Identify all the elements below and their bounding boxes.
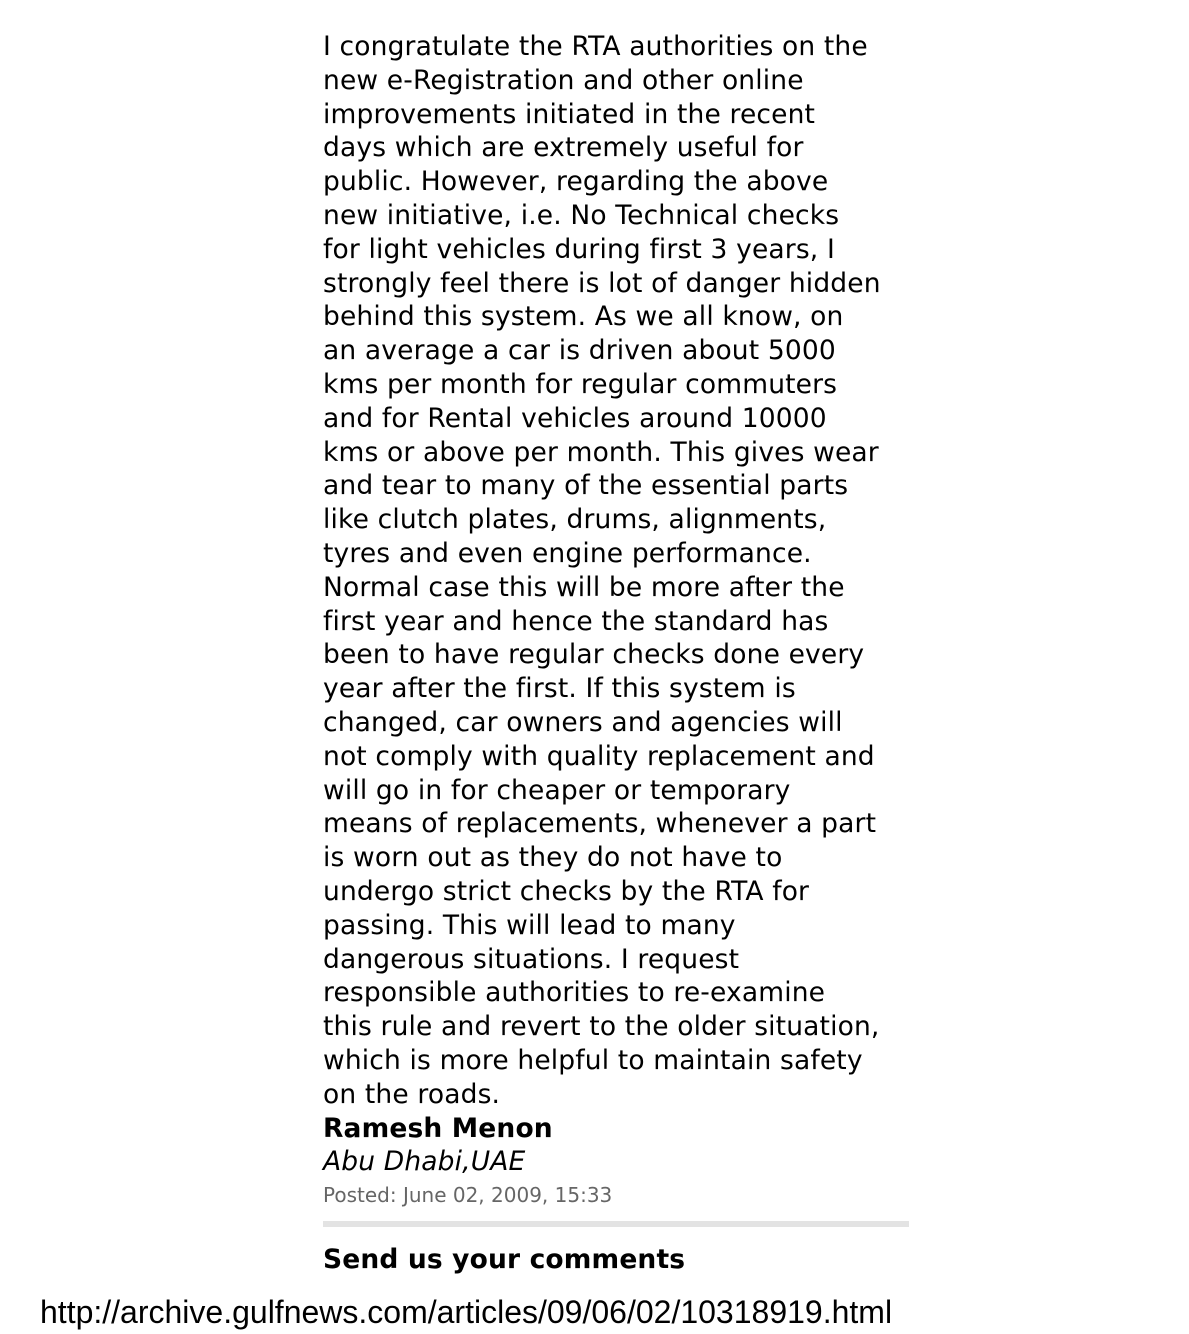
comment-line: new initiative, i.e. No Technical checks bbox=[323, 199, 840, 231]
source-url: http://archive.gulfnews.com/articles/09/06/02/10318919.html bbox=[40, 1294, 893, 1330]
comment-line: been to have regular checks done every bbox=[323, 639, 865, 671]
comment-line: which is more helpful to maintain safety bbox=[323, 1044, 863, 1076]
comment-line: I congratulate the RTA authorities on the bbox=[323, 31, 868, 62]
author-location: Abu Dhabi,UAE bbox=[323, 1146, 526, 1178]
comment-line: changed, car owners and agencies will bbox=[323, 706, 843, 738]
comment-line: will go in for cheaper or temporary bbox=[323, 774, 791, 806]
comment-line: kms or above per month. This gives wear bbox=[323, 436, 879, 468]
comment-line: and tear to many of the essential parts bbox=[323, 470, 849, 502]
divider bbox=[323, 1221, 909, 1227]
send-comments-heading[interactable]: Send us your comments bbox=[323, 1244, 686, 1276]
comment-line: an average a car is driven about 5000 bbox=[323, 335, 836, 367]
comment-text bbox=[323, 30, 913, 1112]
comment-line: days which are extremely useful for bbox=[323, 132, 804, 164]
comment-line: this rule and revert to the older situation, bbox=[323, 1011, 880, 1043]
comment-line: passing. This will lead to many bbox=[323, 909, 736, 941]
comment-line: and for Rental vehicles around 10000 bbox=[323, 402, 827, 434]
comment-line: public. However, regarding the above bbox=[323, 166, 829, 198]
comment-line: strongly feel there is lot of danger hidden bbox=[323, 267, 881, 299]
comment-line: is worn out as they do not have to bbox=[323, 842, 783, 874]
comment-line: means of replacements, whenever a part bbox=[323, 808, 877, 840]
comment-block bbox=[323, 30, 913, 1276]
comment-line: Normal case this will be more after the bbox=[323, 571, 845, 603]
author-name: Ramesh Menon bbox=[323, 1112, 553, 1144]
comment-line: year after the first. If this system is bbox=[323, 673, 796, 705]
comment-line: tyres and even engine performance. bbox=[323, 537, 812, 569]
comment-line: first year and hence the standard has bbox=[323, 605, 829, 637]
posted-timestamp: Posted: June 02, 2009, 15:33 bbox=[323, 1183, 613, 1208]
comment-line: undergo strict checks by the RTA for bbox=[323, 875, 810, 907]
comment-line: on the roads. bbox=[323, 1078, 501, 1110]
comment-line: behind this system. As we all know, on bbox=[323, 301, 844, 333]
comment-line: for light vehicles during first 3 years, I bbox=[323, 233, 835, 265]
comment-line: kms per month for regular commuters bbox=[323, 368, 838, 400]
comment-line: new e-Registration and other online bbox=[323, 64, 804, 96]
comment-line: dangerous situations. I request bbox=[323, 943, 740, 975]
comment-line: like clutch plates, drums, alignments, bbox=[323, 504, 827, 536]
comment-line: improvements initiated in the recent bbox=[323, 98, 816, 130]
comment-line: responsible authorities to re-examine bbox=[323, 977, 826, 1009]
comment-line: not comply with quality replacement and bbox=[323, 740, 875, 772]
